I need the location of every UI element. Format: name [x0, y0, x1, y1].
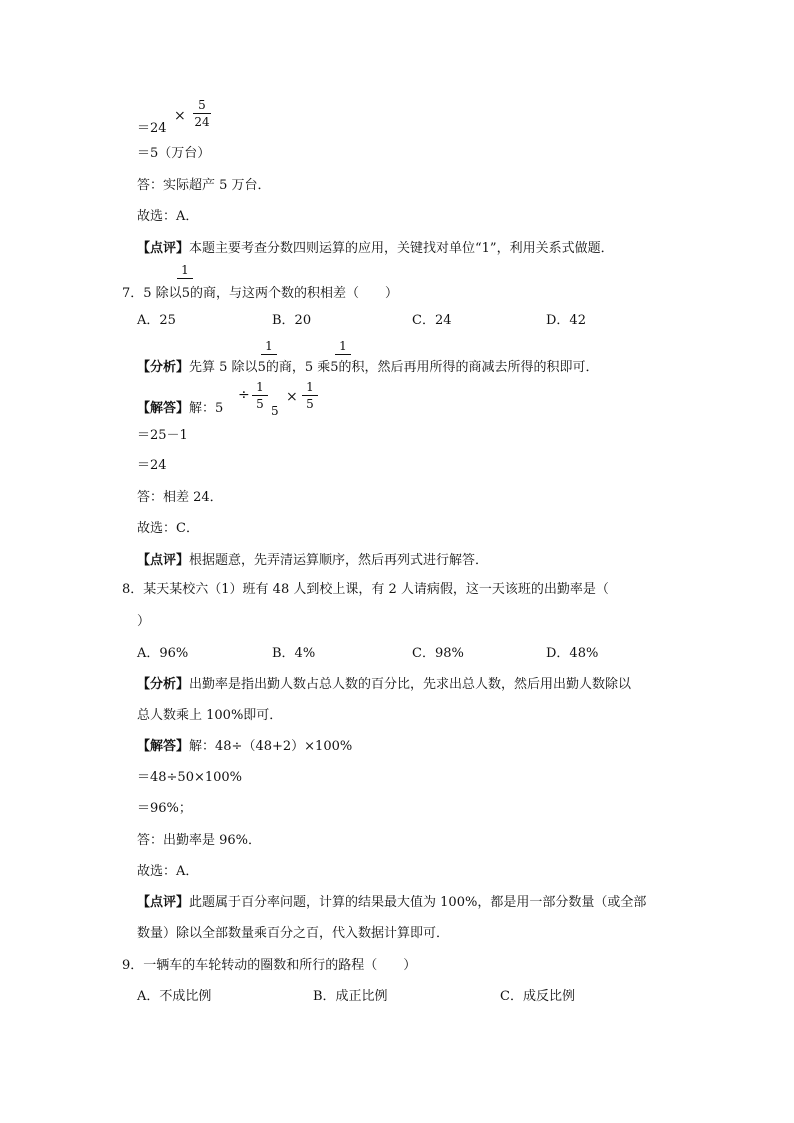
option-a: A．96%: [137, 646, 189, 661]
fraction-denominator: 5: [256, 397, 264, 411]
solution-text: 解：5: [189, 401, 224, 416]
times-sign: ×: [174, 108, 186, 124]
answer-line: 答：出勤率是 96%．: [137, 833, 262, 848]
solution-text: 解：48÷（48+2）×100%: [189, 739, 353, 754]
fraction: [302, 381, 318, 411]
analysis-denominator: 5: [330, 360, 339, 375]
comment-line: [137, 241, 614, 257]
fraction-bar: [193, 113, 211, 114]
choice-line: 故选：C．: [137, 521, 199, 536]
analysis-tag: 【分析】: [137, 677, 190, 692]
comment-line: 数量）除以全部数量乘百分之百，代入数据计算即可．: [137, 926, 450, 941]
comment-line: [137, 553, 488, 569]
fraction-bar: [177, 278, 193, 279]
fraction-numerator: 1: [256, 380, 264, 394]
fraction-numerator: 1: [339, 339, 347, 353]
option-d: D．42: [546, 313, 586, 328]
analysis-line: 总人数乘上 100%即可．: [137, 708, 283, 723]
analysis-line: [137, 677, 631, 693]
fraction-numerator: 1: [265, 339, 273, 353]
fraction-numerator: 1: [306, 380, 314, 394]
solution-tag: 【解答】: [137, 739, 190, 754]
option-b: B．20: [272, 313, 312, 328]
option-a: A．不成比例: [137, 989, 212, 1004]
fraction-bar: [261, 354, 277, 355]
answer-line: 答：实际超产 5 万台．: [137, 178, 271, 193]
equation-line: ＝48÷50×100%: [137, 770, 243, 785]
fraction-bar: [302, 395, 318, 396]
solution-line: [137, 401, 223, 417]
fraction-denominator: 5: [306, 397, 314, 411]
solution-tag: 【解答】: [137, 401, 190, 416]
question-stem-cont: ）: [137, 614, 151, 629]
stem-part: 的商，与这两个数的积相差（ ）: [189, 286, 398, 301]
stem-part: 7．5 除以: [122, 286, 182, 301]
option-c: C．成反比例: [500, 989, 575, 1004]
option-a: A．25: [137, 313, 176, 328]
analysis-line: [137, 360, 599, 376]
option-b: B．成正比例: [313, 989, 388, 1004]
option-b: B．4%: [272, 646, 316, 661]
fraction: [193, 99, 211, 129]
comment-tag: 【点评】: [137, 241, 190, 256]
equation-line: ＝24: [137, 121, 167, 136]
stem-denominator: 5: [181, 286, 190, 301]
analysis-part: 先算 5 除以: [189, 360, 258, 375]
question-stem: 9．一辆车的车轮转动的圈数和所行的路程（ ）: [122, 958, 417, 973]
analysis-tag: 【分析】: [137, 360, 190, 375]
analysis-text: 出勤率是指出勤人数占总人数的百分比，先求出总人数，然后用出勤人数除以: [189, 677, 632, 692]
equation-line: ＝96%；: [137, 801, 192, 816]
comment-tag: 【点评】: [137, 553, 190, 568]
choice-line: 故选：A．: [137, 864, 199, 879]
fraction-numerator: 1: [181, 263, 189, 277]
fraction-denominator: 24: [194, 115, 210, 129]
fraction: [335, 340, 351, 357]
fraction-bar: [252, 395, 268, 396]
times-sign: ×: [286, 389, 298, 405]
fraction: [177, 264, 193, 281]
fraction: [261, 340, 277, 357]
option-c: C．24: [412, 313, 452, 328]
analysis-denominator: 5: [257, 360, 266, 375]
comment-text: 本题主要考查分数四则运算的应用，关键找对单位“1”，利用关系式做题．: [189, 241, 614, 256]
fraction-bar: [335, 354, 351, 355]
comment-tag: 【点评】: [137, 895, 190, 910]
fraction-numerator: 5: [198, 98, 206, 112]
divide-sign: ÷: [238, 387, 250, 403]
analysis-part: 的商，5 乘: [265, 360, 331, 375]
question-stem: 8．某天某校六（1）班有 48 人到校上课，有 2 人请病假，这一天该班的出勤率是（: [122, 582, 609, 597]
equation-line: ＝5（万台）: [137, 146, 211, 161]
comment-text: 此题属于百分率问题，计算的结果最大值为 100%，都是用一部分数量（或全部: [189, 895, 647, 910]
comment-line: [137, 895, 646, 911]
option-c: C．98%: [412, 646, 464, 661]
fraction: [252, 381, 268, 411]
answer-line: 答：相差 24．: [137, 490, 223, 505]
choice-line: 故选：A．: [137, 209, 199, 224]
solution-line: [137, 739, 352, 755]
option-d: D．48%: [546, 646, 599, 661]
comment-text: 根据题意，先弄清运算顺序，然后再列式进行解答．: [189, 553, 489, 568]
operand: 5: [271, 404, 279, 418]
equation-line: ＝24: [137, 458, 167, 473]
equation-line: ＝25－1: [137, 428, 188, 443]
analysis-part: 的积，然后再用所得的商减去所得的积即可．: [338, 360, 599, 375]
question-stem: [122, 286, 398, 302]
